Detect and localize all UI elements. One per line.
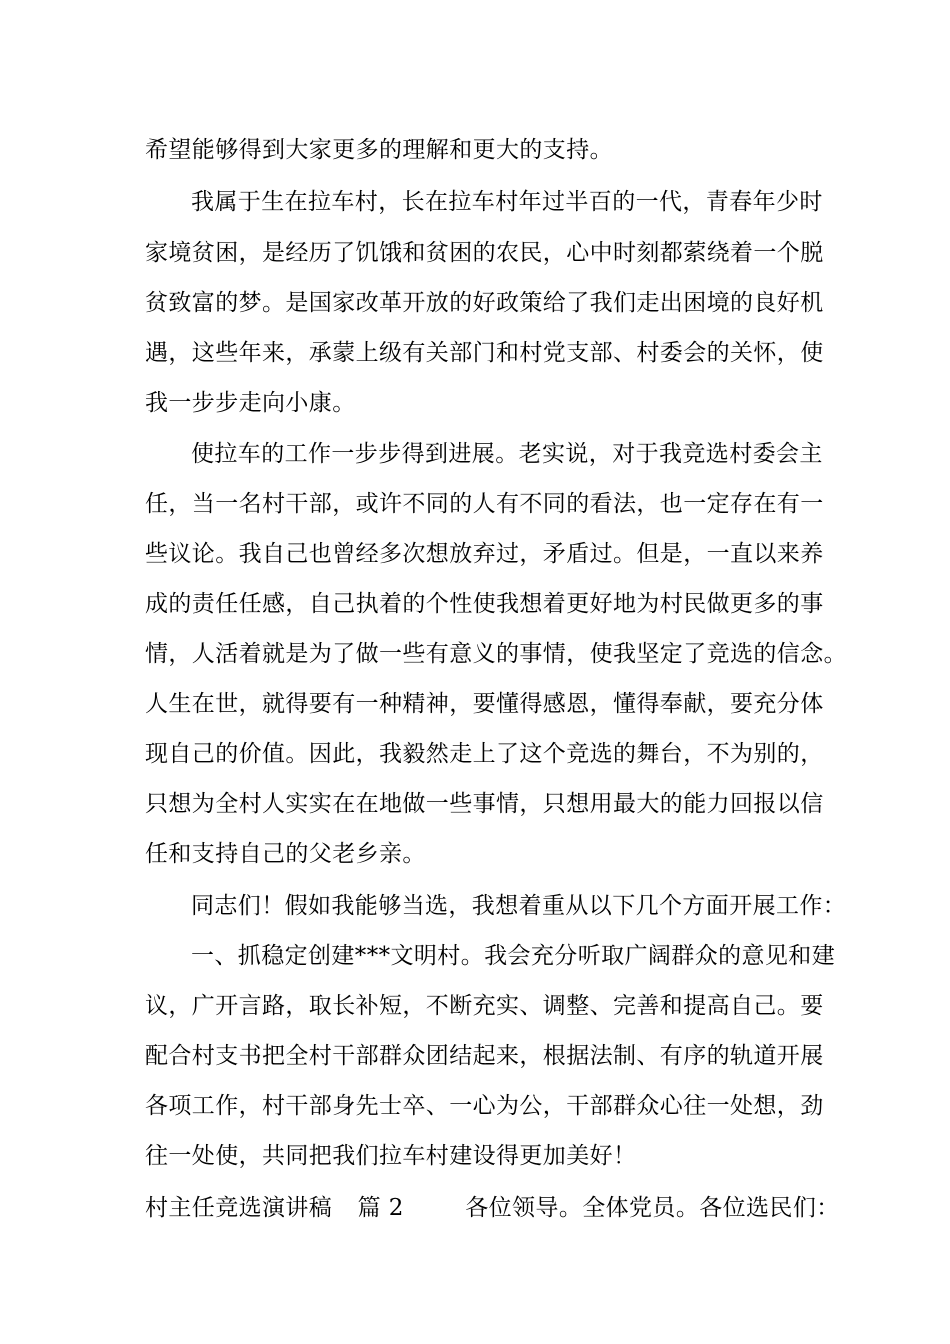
- text-line: 情，人活着就是为了做一些有意义的事情，使我坚定了竞选的信念。: [145, 641, 847, 667]
- text-line: 我一步步走向小康。: [145, 390, 356, 416]
- text-line: 配合村支书把全村干部群众团结起来，根据法制、有序的轨道开展: [145, 1043, 824, 1069]
- text-line: 任，当一名村干部，或许不同的人有不同的看法，也一定存在有一: [145, 491, 824, 517]
- text-line: 贫致富的梦。是国家改革开放的好政策给了我们走出困境的良好机: [145, 290, 824, 316]
- greeting: 各位领导。全体党员。各位选民们：: [465, 1195, 840, 1221]
- text-line: 我属于生在拉车村，长在拉车村年过半百的一代，青春年少时: [191, 189, 823, 215]
- text-line: 希望能够得到大家更多的理解和更大的支持。: [145, 137, 613, 163]
- text-line: 一、抓稳定创建***文明村。我会充分听取广阔群众的意见和建: [191, 943, 836, 969]
- text-line: 同志们！假如我能够当选，我想着重从以下几个方面开展工作：: [191, 893, 847, 919]
- text-line: 些议论。我自己也曾经多次想放弃过，矛盾过。但是，一直以来养: [145, 541, 824, 567]
- speech-title: 村主任竞选演讲稿: [145, 1195, 333, 1221]
- text-line: 往一处使，共同把我们拉车村建设得更加美好！: [145, 1143, 637, 1169]
- text-line: 使拉车的工作一步步得到进展。老实说，对于我竞选村委会主: [191, 441, 823, 467]
- text-line: 议，广开言路，取长补短，不断充实、调整、完善和提高自己。要: [145, 993, 824, 1019]
- text-line: 现自己的价值。因此，我毅然走上了这个竞选的舞台，不为别的，: [145, 741, 824, 767]
- text-line: 遇，这些年来，承蒙上级有关部门和村党支部、村委会的关怀，使: [145, 340, 824, 366]
- text-line: 各项工作，村干部身先士卒、一心为公，干部群众心往一处想，劲: [145, 1093, 824, 1119]
- text-line: 家境贫困，是经历了饥饿和贫困的农民，心中时刻都萦绕着一个脱: [145, 240, 824, 266]
- text-line: 只想为全村人实实在在地做一些事情，只想用最大的能力回报以信: [145, 791, 824, 817]
- section-number: 篇 2: [357, 1195, 404, 1221]
- text-line: 成的责任任感，自己执着的个性使我想着更好地为村民做更多的事: [145, 591, 824, 617]
- text-line: 人生在世，就得要有一种精神，要懂得感恩，懂得奉献，要充分体: [145, 691, 824, 717]
- text-line: 任和支持自己的父老乡亲。: [145, 841, 426, 867]
- section-heading: [145, 1192, 840, 1224]
